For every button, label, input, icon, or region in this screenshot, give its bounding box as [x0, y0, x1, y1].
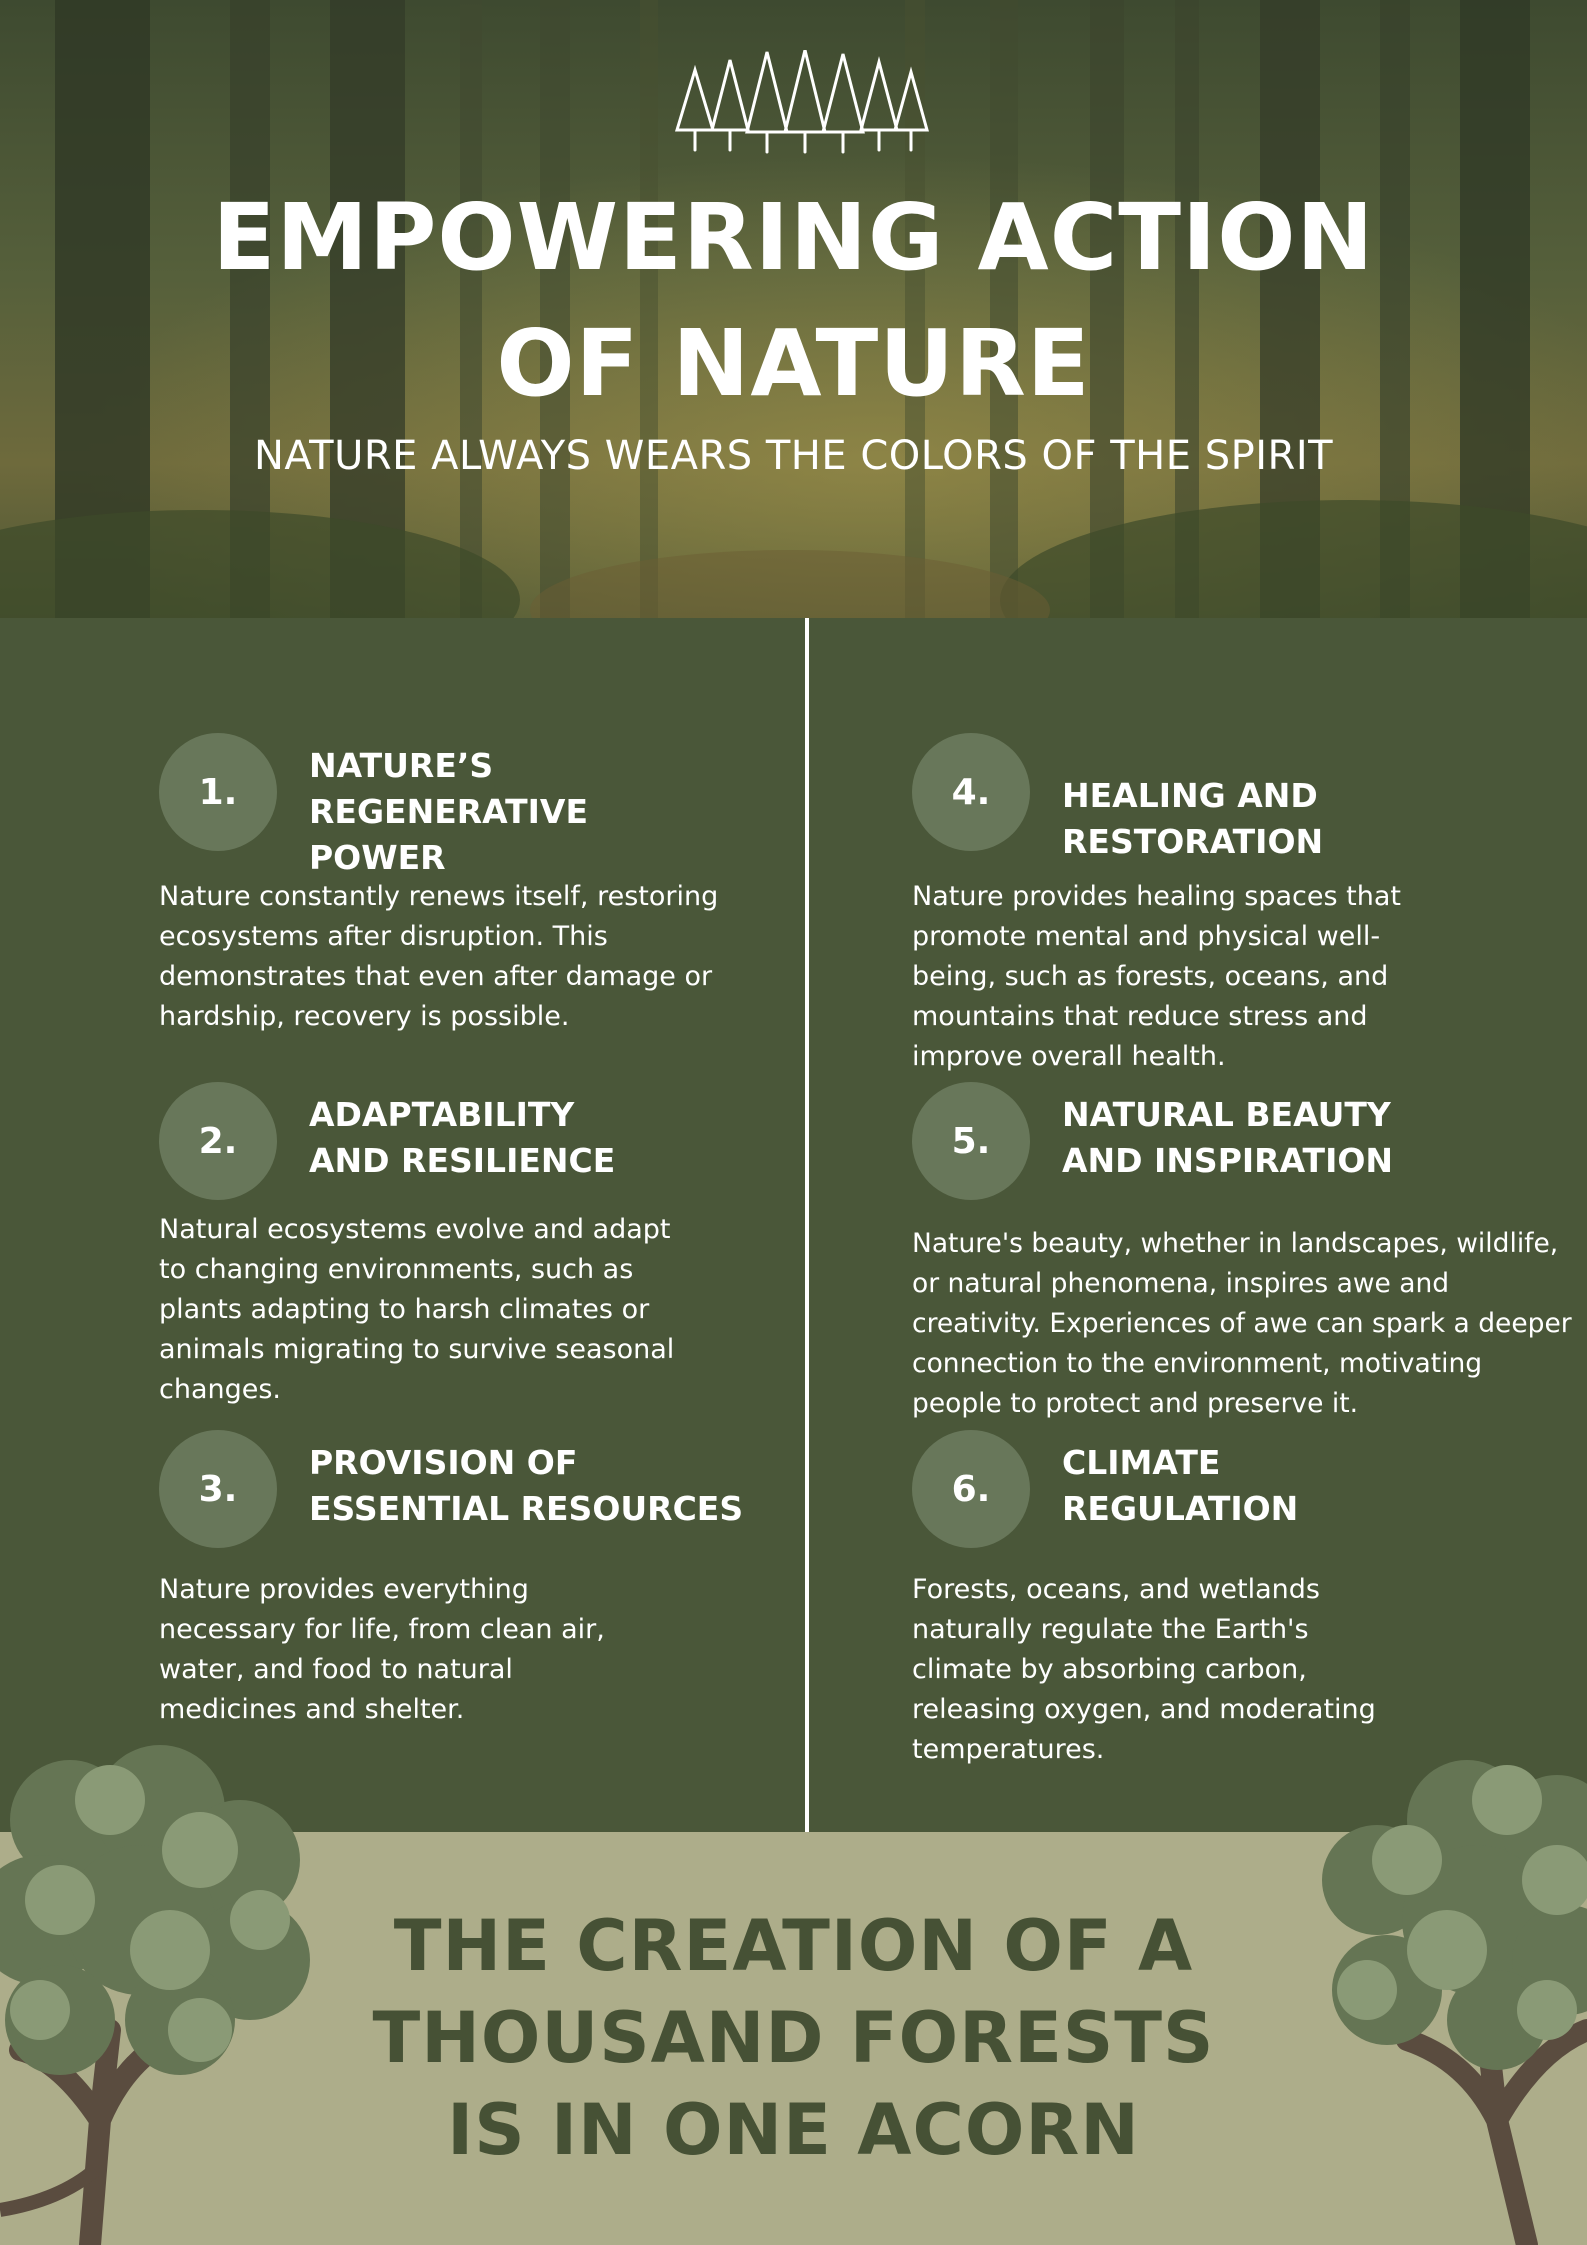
- heading-line: CLIMATE: [1062, 1443, 1221, 1482]
- heading-line: AND RESILIENCE: [309, 1141, 616, 1180]
- number-badge: 2.: [159, 1082, 277, 1200]
- item-body: Nature's beauty, whether in landscapes, wildlife, or natural phenomena, inspires awe and creativity. Experiences of awe can spark a deeper connection to the environment, motivating people to protect and preserve it.: [912, 1228, 1572, 1419]
- heading-line: REGENERATIVE: [309, 792, 589, 831]
- heading-line: NATURE’S: [309, 746, 494, 785]
- item-heading: [309, 743, 779, 881]
- heading-line: ESSENTIAL RESOURCES: [309, 1489, 744, 1528]
- title-line-2: OF NATURE: [496, 310, 1091, 417]
- heading-line: AND INSPIRATION: [1062, 1141, 1394, 1180]
- quote-line-3: IS IN ONE ACORN: [447, 2089, 1140, 2171]
- item-heading: [1062, 1440, 1532, 1532]
- item-heading: [1062, 1092, 1532, 1184]
- number-badge: 4.: [912, 733, 1030, 851]
- title-line-1: EMPOWERING ACTION: [212, 184, 1375, 291]
- number-badge: 1.: [159, 733, 277, 851]
- heading-line: PROVISION OF: [309, 1443, 578, 1482]
- closing-quote: [0, 1900, 1587, 2176]
- number-badge: 3.: [159, 1430, 277, 1548]
- heading-line: POWER: [309, 838, 446, 877]
- heading-line: ADAPTABILITY: [309, 1095, 575, 1134]
- page-subtitle: NATURE ALWAYS WEARS THE COLORS OF THE SPIRIT: [253, 433, 1334, 479]
- item-body: Nature constantly renews itself, restoring ecosystems after disruption. This demonstrates that even after damage or hardship, recovery is possible.: [159, 881, 719, 1032]
- item-body: Forests, oceans, and wetlands naturally regulate the Earth's climate by absorbing carbon, releasing oxygen, and moderating temperatures.: [912, 1574, 1376, 1765]
- pine-trees-icon: [655, 50, 935, 155]
- page-title: [0, 175, 1587, 427]
- item-body: Nature provides everything necessary for life, from clean air, water, and food to natural medicines and shelter.: [159, 1574, 605, 1725]
- item-heading: [1062, 773, 1532, 865]
- number-badge: 6.: [912, 1430, 1030, 1548]
- heading-line: RESTORATION: [1062, 822, 1324, 861]
- item-body: Nature provides healing spaces that promote mental and physical well-being, such as forests, oceans, and mountains that reduce stress and improve overall health.: [912, 881, 1401, 1072]
- item-heading: [309, 1092, 779, 1184]
- number-badge: 5.: [912, 1082, 1030, 1200]
- hero-banner: [0, 0, 1587, 618]
- heading-line: REGULATION: [1062, 1489, 1299, 1528]
- quote-line-2: THOUSAND FORESTS: [372, 1997, 1215, 2079]
- heading-line: HEALING AND: [1062, 776, 1318, 815]
- heading-line: NATURAL BEAUTY: [1062, 1095, 1391, 1134]
- column-divider: [805, 618, 809, 1836]
- quote-line-1: THE CREATION OF A: [393, 1905, 1194, 1987]
- item-body: Natural ecosystems evolve and adapt to changing environments, such as plants adapting to harsh climates or animals migrating to survive seasonal changes.: [159, 1214, 675, 1405]
- item-heading: [309, 1440, 779, 1532]
